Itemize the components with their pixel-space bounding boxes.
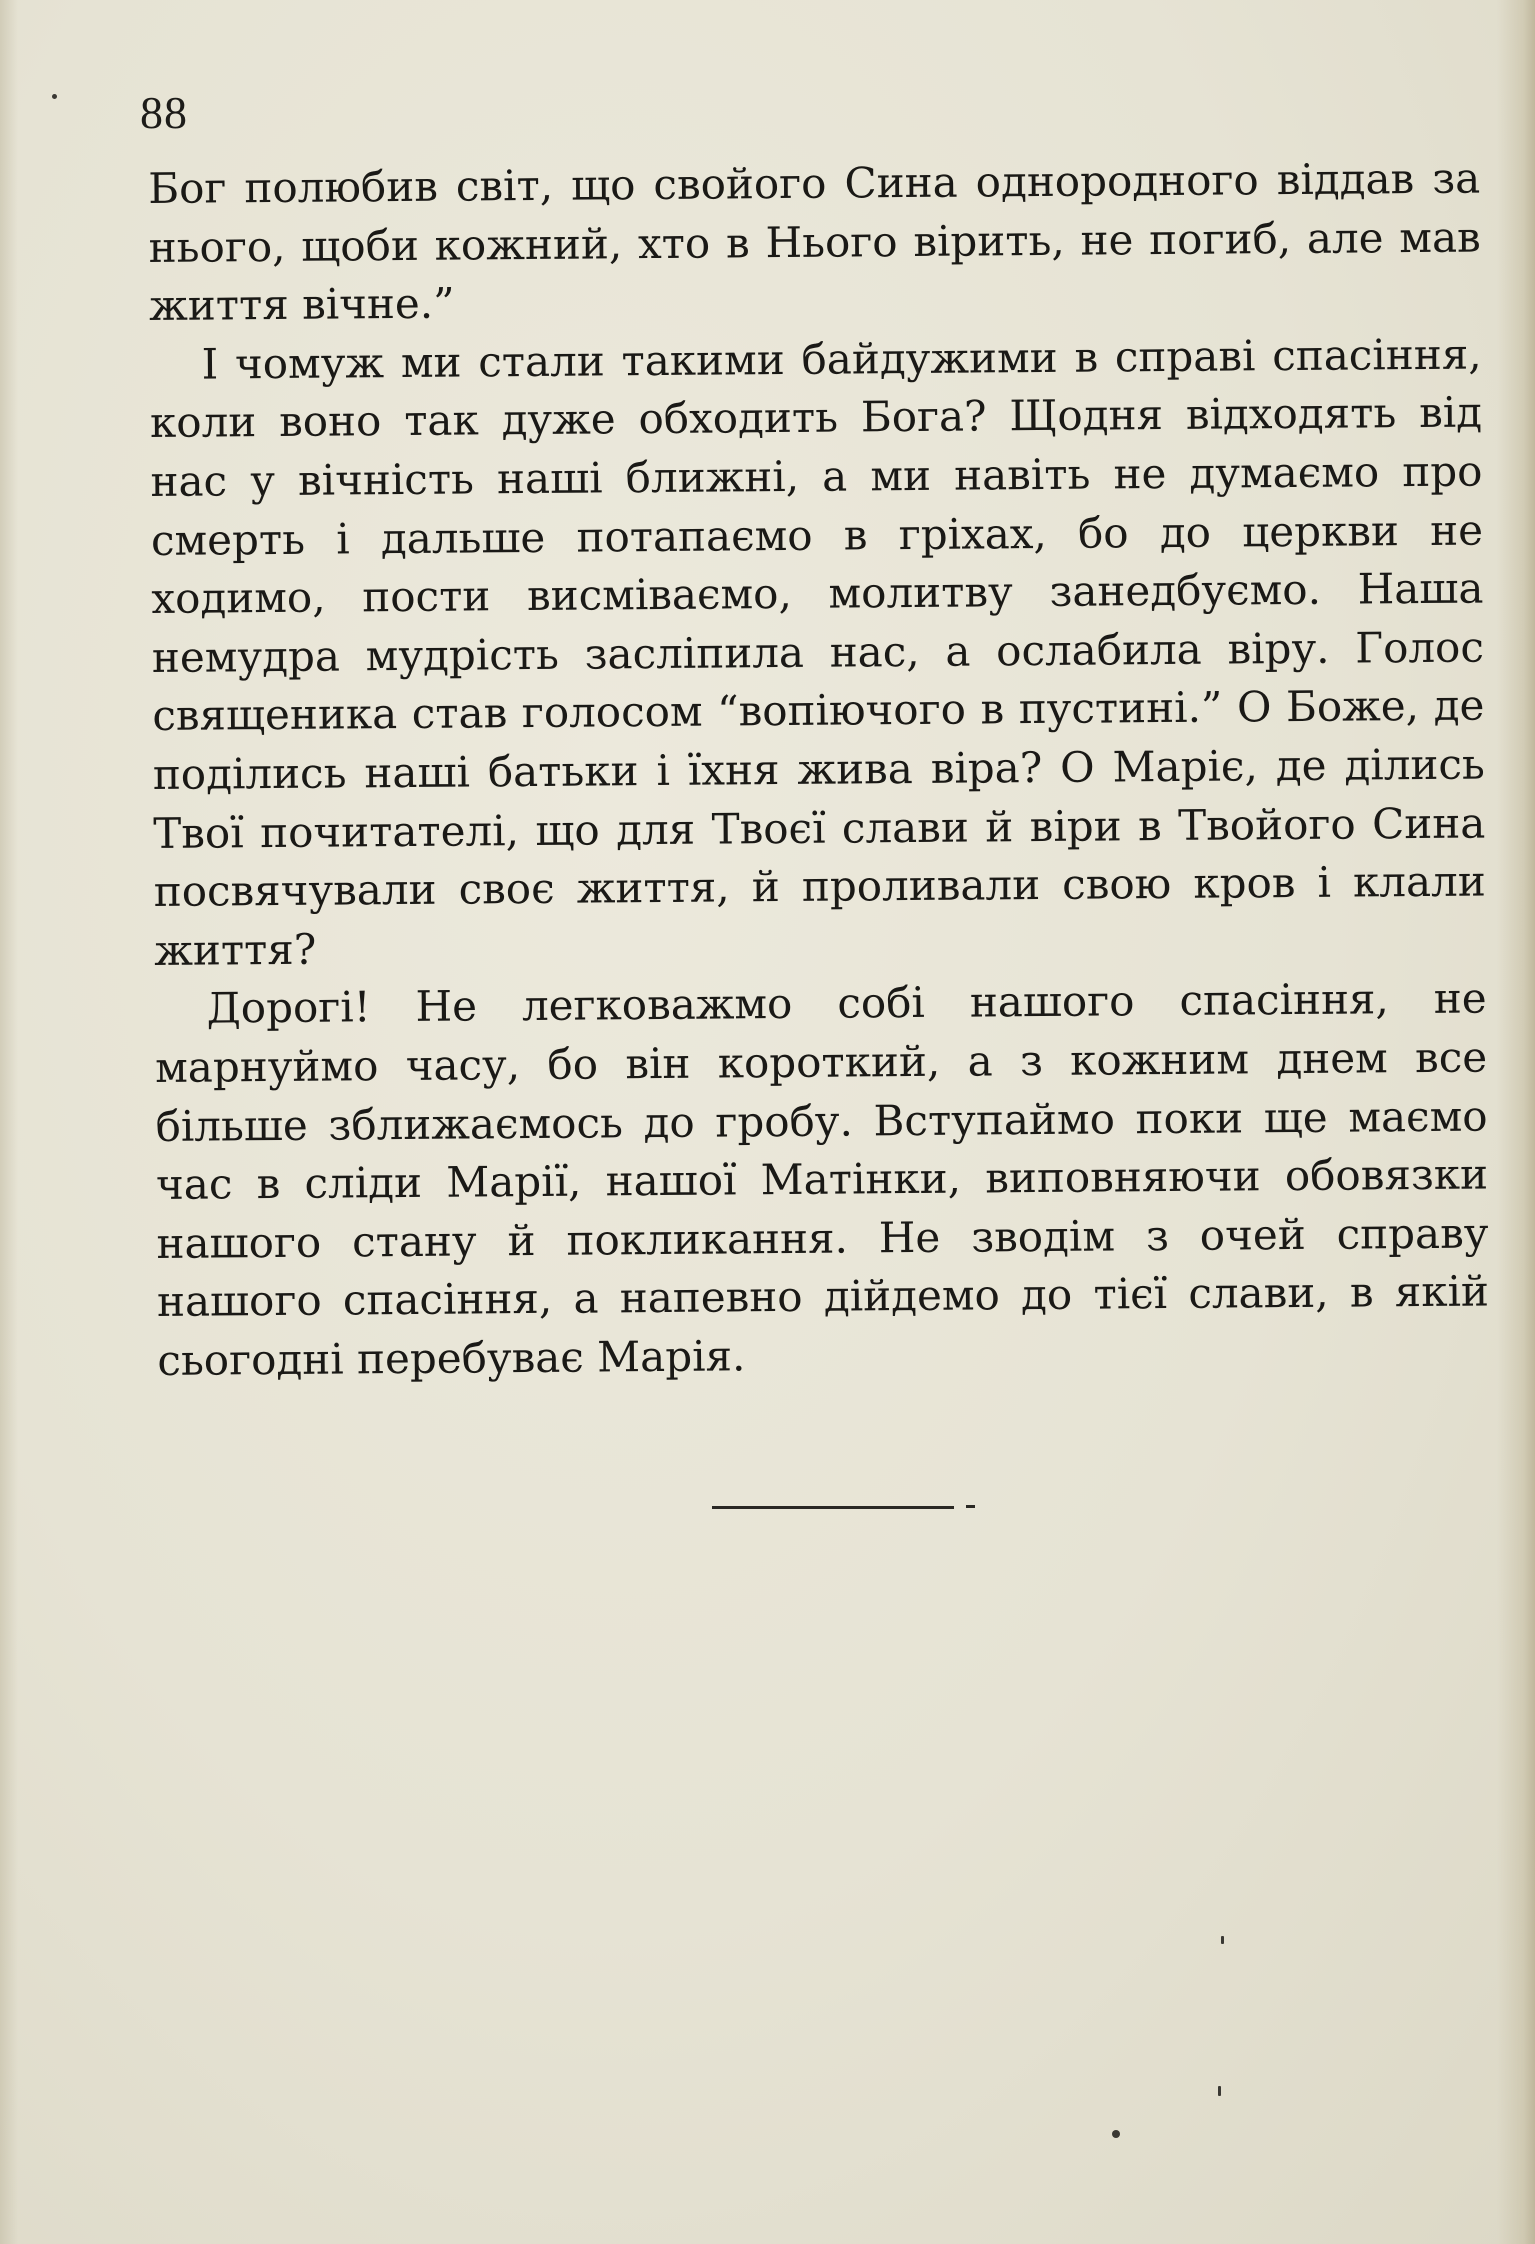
page-right-shadow [1497,0,1535,2244]
paragraph-salvation: І чомуж ми стали такими байдужими в справі спасіння, коли воно так дуже обходить Бога? Щодня відходять від нас у вічність наші ближні, а ми навіть не думаємо про смерть і дальше потапаємо в гріхах, бо до церкви не ходимо, пости висміваємо, молитву занедбуємо. Наша немудра мудрість засліпила нас, а ослабила віру. Голос священика став голосом “вопіючого в пустині.” О Боже, де поділись наші батьки і їхня жива віра? О Маріє, де ділись Твої почитателі, що для Твоєї слави й віри в Твойого Сина посвячували своє життя, й проливали свою кров і клали життя? [149,329,1486,975]
page-number: 88 [140,87,188,138]
paper-speck [1112,2130,1120,2138]
paragraph-continuation: Бог полюбив світ, що свойого Сина однородного віддав за нього, щоби кожний, хто в Нього вірить, не погиб, але мав життя вічне.” [148,153,1481,331]
paragraph-exhortation: Дорогі! Не легковажмо собі нашого спасіння, не марнуймо часу, бо він короткий, а з кожним днем все більше зближаємось до гробу. Вступаймо поки ще маємо час в сліди Марії, нашої Матінки, виповняючи обовязки нашого стану й покликання. Не зводім з очей справу нашого спасіння, а напевно дійдемо до тієї слави, в якій сьогодні перебуває Марія. [154,973,1490,1385]
paper-speck [1221,1936,1224,1944]
section-end-rule-dash [966,1505,975,1508]
paper-speck [1218,2086,1221,2096]
page-left-shadow [0,0,18,2244]
section-end-rule [712,1506,954,1509]
body-text [148,150,1490,1391]
paper-speck [52,94,57,99]
